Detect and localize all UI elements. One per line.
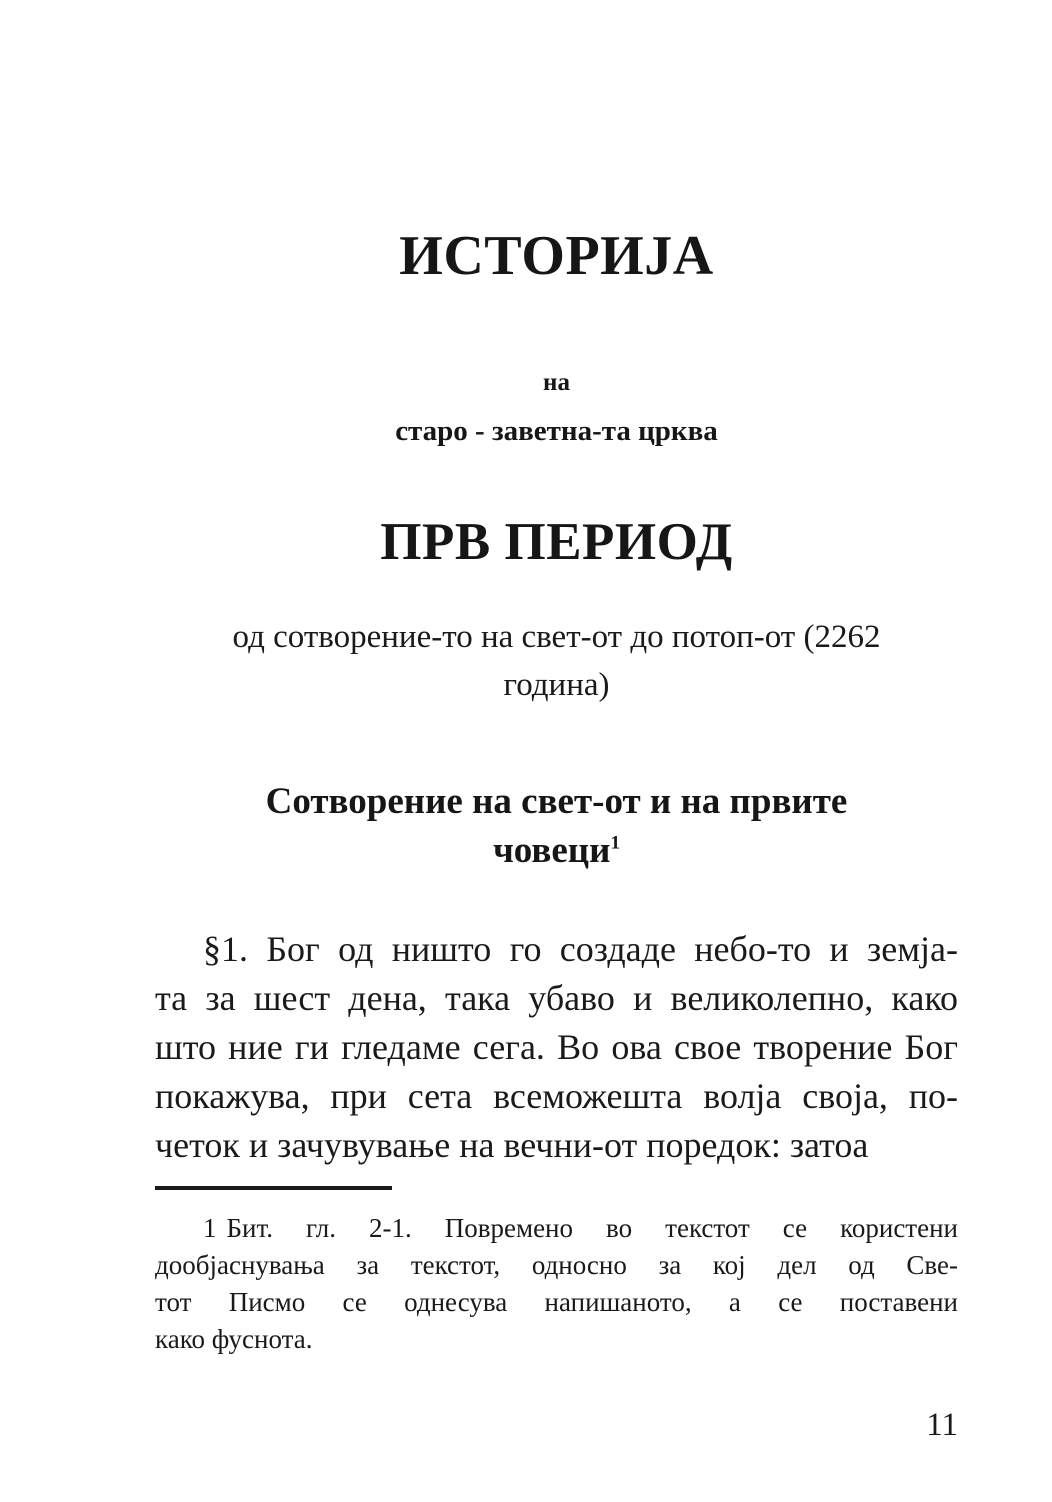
footnote-separator-rule (155, 1186, 392, 1190)
footnote-text (155, 1210, 958, 1358)
footnote-line (155, 1210, 958, 1247)
period-range (155, 569, 958, 709)
title-subject: старо - заветна-та црква (395, 415, 718, 447)
body-line: та за шест дена, така убаво и великолепно, како (155, 978, 958, 1018)
period-range-line-2: година) (503, 667, 610, 703)
section-title (155, 709, 958, 875)
body-line: покажува, при сета всеможешта волја своја, по- (155, 1076, 958, 1116)
title-preposition: на (543, 369, 570, 396)
section-title-line-1: Сотворение на свет-от и на првите (265, 781, 848, 822)
section-title-line-2: човеци (492, 830, 611, 871)
footnote-line: како фуснота. (155, 1324, 313, 1354)
footnote-line: тот Писмо се однесува напишаното, а се поставени (155, 1287, 958, 1317)
footnote-block (155, 1186, 958, 1358)
body-paragraph (155, 875, 958, 1170)
footnote-line: дообјаснувања за текстот, односно за кој дел од Све- (155, 1250, 958, 1280)
footnote-number: 1 (203, 1213, 217, 1243)
body-line: четок и зачувување на вечни-от поредок: затоа (155, 1125, 869, 1165)
period-range-line-1: од сотворение-то на свет-от до потоп-от (2262 (232, 619, 881, 655)
content-column (155, 0, 958, 1170)
footnote-reference-marker[interactable]: 1 (610, 832, 621, 854)
footnote-line-text: Бит. гл. 2-1. Повремено во текстот се користени (226, 1213, 958, 1243)
body-line: §1. Бог од ништо го создаде небо-то и земја- (203, 929, 958, 969)
body-line: што ние ги гледаме сега. Во ова свое творение Бог (155, 1027, 958, 1067)
page-number: 11 (926, 1407, 958, 1443)
document-title: ИСТОРИЈА (399, 225, 714, 287)
period-title: ПРВ ПЕРИОД (380, 513, 733, 571)
